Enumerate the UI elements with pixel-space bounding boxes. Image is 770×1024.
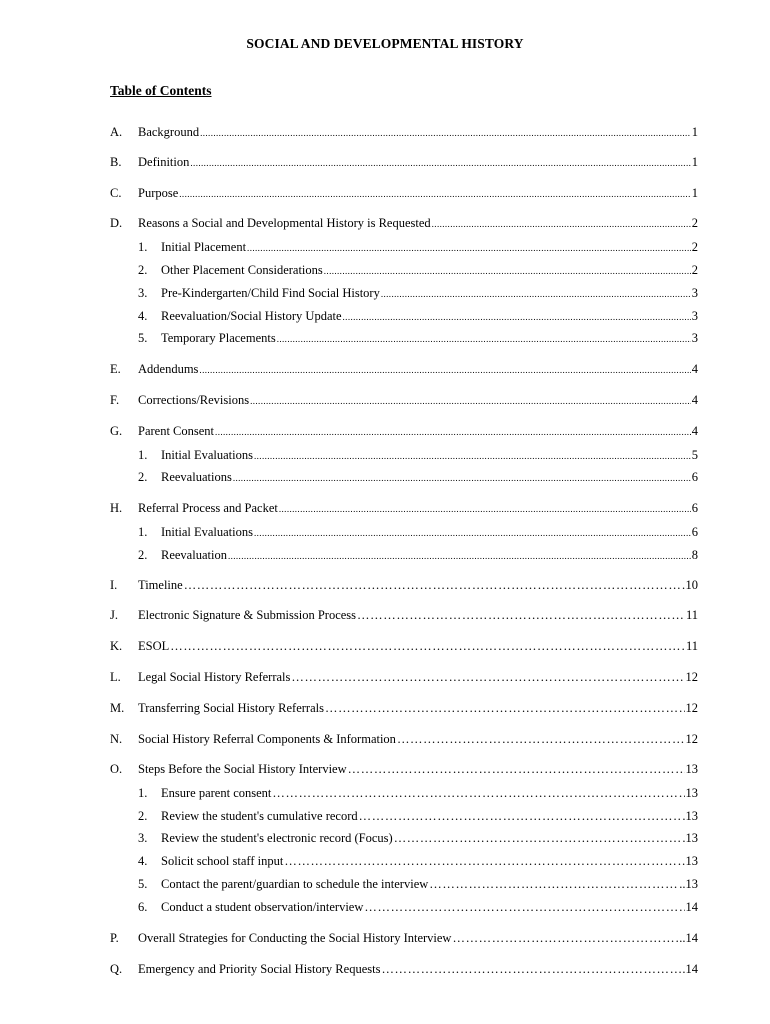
toc-entry-label: Ensure parent consent xyxy=(161,786,272,800)
toc-main-entry[interactable] xyxy=(138,577,698,594)
document-title: SOCIAL AND DEVELOPMENTAL HISTORY xyxy=(246,36,524,51)
toc-entry[interactable] xyxy=(0,285,770,302)
toc-entry[interactable] xyxy=(0,469,770,486)
toc-entry[interactable] xyxy=(0,262,770,279)
toc-dot-leader xyxy=(233,470,691,487)
toc-dot-leader xyxy=(228,548,691,565)
toc-entry-letter: K. xyxy=(110,639,123,653)
toc-page-number: 11 xyxy=(685,608,698,622)
toc-subentry-number: 2. xyxy=(138,548,148,562)
toc-entry-letter: H. xyxy=(110,501,123,515)
toc-main-entry[interactable] xyxy=(138,500,698,518)
toc-entry-label: Parent Consent xyxy=(138,424,215,438)
toc-entry[interactable] xyxy=(0,524,770,541)
toc-entry[interactable] xyxy=(0,447,770,464)
toc-page-number: .14 xyxy=(682,962,698,976)
toc-dot-leader xyxy=(277,331,691,348)
toc-entry-label: Timeline xyxy=(138,578,183,592)
toc-page-number: 2 xyxy=(691,240,698,254)
toc-entry-letter: C. xyxy=(110,186,122,200)
toc-entry-letter: B. xyxy=(110,155,122,169)
toc-subentry-number: 1. xyxy=(138,448,148,462)
toc-main-entry[interactable] xyxy=(138,961,698,978)
toc-entry-label: Initial Evaluations xyxy=(161,448,253,462)
toc-entry-label: Solicit school staff input xyxy=(161,854,284,868)
toc-subentry-number: 4. xyxy=(138,854,148,868)
toc-entry-label: Initial Placement xyxy=(161,240,247,254)
toc-entry[interactable] xyxy=(0,392,770,409)
toc-entry-label: Reevaluation xyxy=(161,548,227,562)
toc-page-number: .13 xyxy=(682,809,698,823)
toc-dot-leader xyxy=(324,263,691,280)
toc-subentry-number: 1. xyxy=(138,240,148,254)
toc-main-entry[interactable] xyxy=(138,669,698,686)
toc-entry[interactable] xyxy=(0,899,770,916)
toc-page-number: 3 xyxy=(691,309,698,323)
toc-main-entry[interactable] xyxy=(138,215,698,233)
toc-subentry-number: 2. xyxy=(138,809,148,823)
toc-entry-letter: I. xyxy=(110,578,118,592)
toc-dot-leader xyxy=(364,899,684,916)
toc-page-number: 1 xyxy=(691,186,698,200)
toc-entry[interactable] xyxy=(0,361,770,378)
toc-entry[interactable] xyxy=(0,547,770,564)
toc-entry-letter: G. xyxy=(110,424,123,438)
toc-subentry[interactable] xyxy=(161,447,698,465)
toc-dot-leader xyxy=(250,393,691,410)
toc-dot-leader xyxy=(452,930,678,947)
toc-main-entry[interactable] xyxy=(138,638,698,655)
toc-page-number: 12 xyxy=(685,732,698,746)
toc-main-entry[interactable] xyxy=(138,761,698,778)
toc-entry-label: Contact the parent/guardian to schedule the interview xyxy=(161,877,429,891)
toc-entry[interactable] xyxy=(0,154,770,171)
toc-subentry[interactable] xyxy=(161,830,698,847)
toc-entry[interactable] xyxy=(0,124,770,141)
toc-page-number: 6 xyxy=(691,501,698,515)
toc-entry-letter: P. xyxy=(110,931,119,945)
toc-page-number: ..14 xyxy=(679,931,698,945)
toc-page-number: 13 xyxy=(685,786,698,800)
toc-page-number: 6 xyxy=(691,525,698,539)
toc-page-number: 1 xyxy=(691,155,698,169)
toc-dot-leader xyxy=(325,700,685,717)
toc-page-number: 4 xyxy=(691,424,698,438)
toc-page-number: 2 xyxy=(691,263,698,277)
toc-dot-leader xyxy=(215,424,691,441)
toc-subentry[interactable] xyxy=(161,876,698,893)
toc-entry[interactable] xyxy=(0,853,770,870)
toc-entry[interactable] xyxy=(0,185,770,202)
toc-entry[interactable] xyxy=(0,930,770,947)
toc-entry[interactable] xyxy=(0,761,770,778)
toc-entry[interactable] xyxy=(0,700,770,717)
toc-entry-label: Other Placement Considerations xyxy=(161,263,323,277)
toc-entry-label: Reasons a Social and Developmental History is Requested xyxy=(138,216,431,230)
toc-entry[interactable] xyxy=(0,423,770,440)
toc-subentry-number: 2. xyxy=(138,263,148,277)
toc-entry-label: Emergency and Priority Social History Requests xyxy=(138,962,381,976)
toc-subentry-number: 5. xyxy=(138,331,148,345)
toc-dot-leader xyxy=(429,876,678,893)
toc-page-number: .13 xyxy=(682,831,698,845)
toc-entry-label: Corrections/Revisions xyxy=(138,393,250,407)
toc-dot-leader xyxy=(199,362,690,379)
toc-dot-leader xyxy=(190,155,690,172)
toc-entry-label: Electronic Signature & Submission Process xyxy=(138,608,357,622)
toc-entry[interactable] xyxy=(0,785,770,802)
toc-dot-leader xyxy=(397,731,685,748)
toc-dot-leader xyxy=(432,216,691,233)
toc-entry[interactable] xyxy=(0,961,770,978)
toc-page-number: 2 xyxy=(691,216,698,230)
toc-main-entry[interactable] xyxy=(138,423,698,441)
toc-entry-label: Purpose xyxy=(138,186,179,200)
toc-subentry[interactable] xyxy=(161,785,698,802)
toc-entry-label: Referral Process and Packet xyxy=(138,501,278,515)
toc-entry[interactable] xyxy=(0,577,770,594)
toc-subentry-number: 3. xyxy=(138,831,148,845)
toc-main-entry[interactable] xyxy=(138,154,698,172)
toc-dot-leader xyxy=(381,286,691,303)
toc-page-number: 4 xyxy=(691,393,698,407)
toc-subentry-number: 4. xyxy=(138,309,148,323)
toc-page-number: 3 xyxy=(691,331,698,345)
toc-entry[interactable] xyxy=(0,731,770,748)
toc-entry-label: Reevaluations xyxy=(161,470,232,484)
toc-page-number: 10 xyxy=(685,578,698,592)
toc-main-entry[interactable] xyxy=(138,185,698,203)
toc-dot-leader xyxy=(170,638,685,655)
toc-dot-leader xyxy=(179,186,690,203)
toc-subentry[interactable] xyxy=(161,899,698,916)
toc-entry-letter: A. xyxy=(110,125,123,139)
toc-entry-letter: N. xyxy=(110,732,123,746)
toc-entry[interactable] xyxy=(0,330,770,347)
toc-subentry-number: 6. xyxy=(138,900,148,914)
toc-entry[interactable] xyxy=(0,638,770,655)
toc-subentry-number: 2. xyxy=(138,470,148,484)
toc-dot-leader xyxy=(357,607,685,624)
toc-main-entry[interactable] xyxy=(138,392,698,410)
toc-dot-leader xyxy=(200,125,691,142)
toc-main-entry[interactable] xyxy=(138,930,698,947)
toc-entry-label: Legal Social History Referrals xyxy=(138,670,291,684)
toc-entry-label: Transferring Social History Referrals xyxy=(138,701,324,715)
toc-page-number: 11 xyxy=(685,639,698,653)
toc-page-number: 3 xyxy=(691,286,698,300)
toc-entry-label: Initial Evaluations xyxy=(161,525,253,539)
toc-subentry[interactable] xyxy=(161,285,698,303)
toc-subentry[interactable] xyxy=(161,853,698,870)
toc-heading: Table of Contents xyxy=(110,83,212,98)
toc-dot-leader xyxy=(284,853,684,870)
toc-subentry[interactable] xyxy=(161,524,698,542)
toc-page-number: 13 xyxy=(685,762,698,776)
toc-entry-letter: F. xyxy=(110,393,120,407)
toc-entry-label: Review the student's cumulative record xyxy=(161,809,358,823)
toc-entry[interactable] xyxy=(0,669,770,686)
toc-entry-label: Social History Referral Components & Information xyxy=(138,732,396,746)
toc-dot-leader xyxy=(291,669,684,686)
toc-entry-letter: Q. xyxy=(110,962,123,976)
toc-entry-label: Background xyxy=(138,125,200,139)
toc-page-number: 12 xyxy=(685,701,698,715)
toc-entry-label: ESOL xyxy=(138,639,170,653)
toc-entry-letter: E. xyxy=(110,362,121,376)
toc-entry-label: Temporary Placements xyxy=(161,331,276,345)
toc-entry[interactable] xyxy=(0,239,770,256)
toc-page-number: 5 xyxy=(691,448,698,462)
toc-page-number: 14 xyxy=(685,900,698,914)
toc-dot-leader xyxy=(279,501,691,518)
toc-entry[interactable] xyxy=(0,500,770,517)
toc-subentry[interactable] xyxy=(161,547,698,565)
toc-subentry[interactable] xyxy=(161,262,698,280)
toc-dot-leader xyxy=(381,961,681,978)
toc-entry-label: Conduct a student observation/interview xyxy=(161,900,364,914)
toc-dot-leader xyxy=(394,830,682,847)
toc-main-entry[interactable] xyxy=(138,361,698,379)
toc-subentry[interactable] xyxy=(161,239,698,257)
toc-entry[interactable] xyxy=(0,308,770,325)
toc-subentry-number: 3. xyxy=(138,286,148,300)
toc-subentry[interactable] xyxy=(161,469,698,487)
toc-entry-label: Steps Before the Social History Interview xyxy=(138,762,347,776)
toc-entry-letter: O. xyxy=(110,762,123,776)
toc-main-entry[interactable] xyxy=(138,124,698,142)
toc-entry-label: Reevaluation/Social History Update xyxy=(161,309,342,323)
toc-entry-label: Definition xyxy=(138,155,190,169)
toc-page-number: 1 xyxy=(691,125,698,139)
toc-page-number: 12 xyxy=(685,670,698,684)
toc-dot-leader xyxy=(359,808,682,825)
toc-subentry[interactable] xyxy=(161,308,698,326)
toc-entry[interactable] xyxy=(0,876,770,893)
toc-main-entry[interactable] xyxy=(138,700,698,717)
toc-entry[interactable] xyxy=(0,830,770,847)
toc-subentry[interactable] xyxy=(161,808,698,825)
toc-entry-letter: J. xyxy=(110,608,118,622)
toc-entry-label: Overall Strategies for Conducting the Social History Interview xyxy=(138,931,452,945)
toc-dot-leader xyxy=(348,761,685,778)
toc-subentry-number: 5. xyxy=(138,877,148,891)
toc-page-number: ..13 xyxy=(679,877,698,891)
toc-entry[interactable] xyxy=(0,607,770,624)
toc-entry-label: Addendums xyxy=(138,362,199,376)
toc-page-number: 6 xyxy=(691,470,698,484)
toc-entry-letter: D. xyxy=(110,216,123,230)
toc-entry[interactable] xyxy=(0,215,770,232)
toc-entry-label: Pre-Kindergarten/Child Find Social History xyxy=(161,286,380,300)
toc-main-entry[interactable] xyxy=(138,607,698,624)
toc-subentry-number: 1. xyxy=(138,786,148,800)
toc-page-number: 13 xyxy=(685,854,698,868)
toc-subentry[interactable] xyxy=(161,330,698,348)
toc-dot-leader xyxy=(254,448,691,465)
toc-entry-label: Review the student's electronic record (Focus) xyxy=(161,831,393,845)
toc-entry[interactable] xyxy=(0,808,770,825)
toc-dot-leader xyxy=(184,577,685,594)
toc-entry-letter: M. xyxy=(110,701,125,715)
toc-page-number: 4 xyxy=(691,362,698,376)
toc-main-entry[interactable] xyxy=(138,731,698,748)
toc-page-number: 8 xyxy=(691,548,698,562)
toc-subentry-number: 1. xyxy=(138,525,148,539)
toc-dot-leader xyxy=(343,309,691,326)
toc-dot-leader xyxy=(272,785,684,802)
toc-entry-letter: L. xyxy=(110,670,121,684)
toc-dot-leader xyxy=(247,240,691,257)
toc-dot-leader xyxy=(254,525,691,542)
